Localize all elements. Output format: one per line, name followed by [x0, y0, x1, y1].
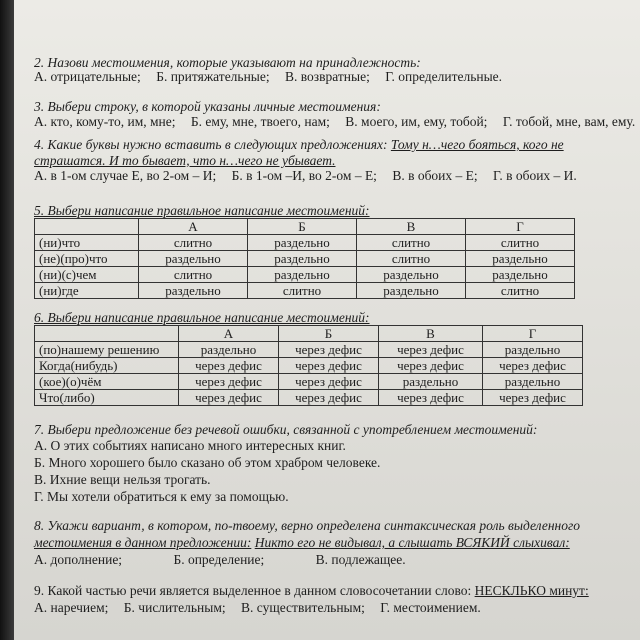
q6-cell: через дефис	[483, 390, 583, 406]
table-row	[35, 390, 583, 406]
q3-option-a: А. кто, кому-то, им, мне;	[34, 114, 176, 129]
q4-title	[34, 136, 564, 153]
table-row	[35, 235, 575, 251]
q8-option-a: А. дополнение;	[34, 552, 123, 567]
q5-header-c: В	[357, 219, 466, 235]
table-row	[35, 342, 583, 358]
q9-title: 9. Какой частью речи является выделенное в данном словосочетании слово:	[34, 583, 472, 598]
q4-option-c: В. в обоих – Е;	[392, 168, 478, 183]
q5-cell: слитно	[466, 283, 575, 299]
q5-word: (ни)где	[35, 283, 139, 299]
q5-cell: раздельно	[139, 251, 248, 267]
q6-cell: через дефис	[279, 342, 379, 358]
q5-cell: слитно	[357, 235, 466, 251]
q6-header-row	[35, 326, 583, 342]
q4-options	[34, 167, 589, 184]
q8-sentence: Никто его не видывал, а слышать ВСЯКИЙ слыхивал:	[254, 535, 570, 550]
q8-option-c: В. подлежащее.	[315, 552, 406, 567]
q6-cell: раздельно	[483, 342, 583, 358]
q4-option-a: А. в 1-ом случае Е, во 2-ом – И;	[34, 168, 217, 183]
q6-cell: раздельно	[179, 342, 279, 358]
q3-title: 3. Выбери строку, в которой указаны личные местоимения:	[34, 99, 381, 114]
q5-cell: слитно	[139, 235, 248, 251]
q9-option-b: Б. числительным;	[123, 600, 226, 615]
q2-title: 2. Назови местоимения, которые указывают на принадлежность:	[34, 55, 421, 70]
q6-cell: через дефис	[179, 358, 279, 374]
table-row	[35, 374, 583, 390]
q5-cell: раздельно	[357, 267, 466, 283]
q7-options	[34, 437, 380, 505]
table-row	[35, 283, 575, 299]
q5-word: (не)(про)что	[35, 251, 139, 267]
q6-cell: раздельно	[483, 374, 583, 390]
q5-header-blank	[35, 219, 139, 235]
q6-cell: через дефис	[379, 342, 483, 358]
q2-option-b: Б. притяжательные;	[156, 69, 270, 84]
q5-word: (ни)(с)чем	[35, 267, 139, 283]
q5-table	[34, 218, 575, 299]
q7-option-b: Б. Много хорошего было сказано об этом храбром человеке.	[34, 455, 381, 470]
q6-header-blank	[35, 326, 179, 342]
q6-cell: через дефис	[179, 374, 279, 390]
q6-cell: через дефис	[483, 358, 583, 374]
q5-cell: раздельно	[248, 251, 357, 267]
q6-word: Когда(нибудь)	[35, 358, 179, 374]
q5-cell: слитно	[139, 267, 248, 283]
q9-option-d: Г. местоимением.	[380, 600, 481, 615]
q6-word: (по)нашему решению	[35, 342, 179, 358]
table-row	[35, 251, 575, 267]
q6-cell: через дефис	[379, 358, 483, 374]
q6-title: 6. Выбери написание правильное написание местоимений:	[34, 310, 370, 325]
q5-cell: раздельно	[139, 283, 248, 299]
q5-cell: раздельно	[248, 267, 357, 283]
q3-option-b: Б. ему, мне, твоего, нам;	[190, 114, 330, 129]
q8-title: 8. Укажи вариант, в котором, по-твоему, верно определена синтаксическая роль выделенного	[34, 518, 580, 533]
q5-header-b: Б	[248, 219, 357, 235]
q5-title: 5. Выбери написание правильное написание местоимений:	[34, 203, 370, 218]
q6-word: Что(либо)	[35, 390, 179, 406]
table-row	[35, 267, 575, 283]
q6-cell: через дефис	[279, 374, 379, 390]
page-fold-shadow	[0, 0, 14, 640]
q7-option-d: Г. Мы хотели обратиться к ему за помощью.	[34, 489, 289, 504]
q9-phrase: НЕСКЛЬКО минут:	[474, 583, 589, 598]
q9-options	[34, 599, 493, 616]
q3-option-c: В. моего, им, ему, тобой;	[345, 114, 488, 129]
q2-option-c: В. возвратные;	[285, 69, 370, 84]
q2-option-a: А. отрицательные;	[34, 69, 141, 84]
q3-options	[34, 113, 640, 130]
q4-sentence-2: страшатся. И то бывает, что н…чего не убывает.	[34, 153, 336, 168]
q4-sentence-1: Тому н…чего бояться, кого не	[390, 137, 564, 152]
q5-cell: слитно	[248, 283, 357, 299]
q8-title-line-2	[34, 534, 570, 551]
q5-word: (ни)что	[35, 235, 139, 251]
q6-header-c: В	[379, 326, 483, 342]
q5-cell: раздельно	[466, 267, 575, 283]
q6-header-a: А	[179, 326, 279, 342]
q4-title-text: 4. Какие буквы нужно вставить в следующих предложениях:	[34, 137, 388, 152]
q6-cell: через дефис	[279, 390, 379, 406]
q6-cell: через дефис	[179, 390, 279, 406]
q5-header-row	[35, 219, 575, 235]
q6-word: (кое)(о)чём	[35, 374, 179, 390]
q6-cell: через дефис	[379, 390, 483, 406]
q5-cell: раздельно	[466, 251, 575, 267]
q6-header-b: Б	[279, 326, 379, 342]
q8-options	[34, 551, 418, 568]
q5-header-d: Г	[466, 219, 575, 235]
q4-option-b: Б. в 1-ом –И, во 2-ом – Е;	[231, 168, 377, 183]
q5-cell: слитно	[357, 251, 466, 267]
q7-title: 7. Выбери предложение без речевой ошибки, связанной с употреблением местоимений:	[34, 422, 538, 437]
q6-cell: раздельно	[379, 374, 483, 390]
q9-option-c: В. существительным;	[241, 600, 365, 615]
q2-option-d: Г. определительные.	[385, 69, 503, 84]
q7-option-c: В. Ихние вещи нельзя трогать.	[34, 472, 211, 487]
q9-option-a: А. наречием;	[34, 600, 109, 615]
q3-option-d: Г. тобой, мне, вам, ему.	[502, 114, 636, 129]
q8-title-2: местоимения в данном предложении:	[34, 535, 252, 550]
q7-option-a: А. О этих событиях написано много интересных книг.	[34, 438, 346, 453]
q8-option-b: Б. определение;	[173, 552, 265, 567]
q6-table	[34, 325, 583, 406]
q5-header-a: А	[139, 219, 248, 235]
q2-options	[34, 68, 514, 85]
q6-cell: через дефис	[279, 358, 379, 374]
table-row	[35, 358, 583, 374]
q5-cell: раздельно	[248, 235, 357, 251]
q6-header-d: Г	[483, 326, 583, 342]
q5-cell: слитно	[466, 235, 575, 251]
q4-option-d: Г. в обоих – И.	[493, 168, 577, 183]
q5-cell: раздельно	[357, 283, 466, 299]
q9-title-line	[34, 582, 589, 599]
